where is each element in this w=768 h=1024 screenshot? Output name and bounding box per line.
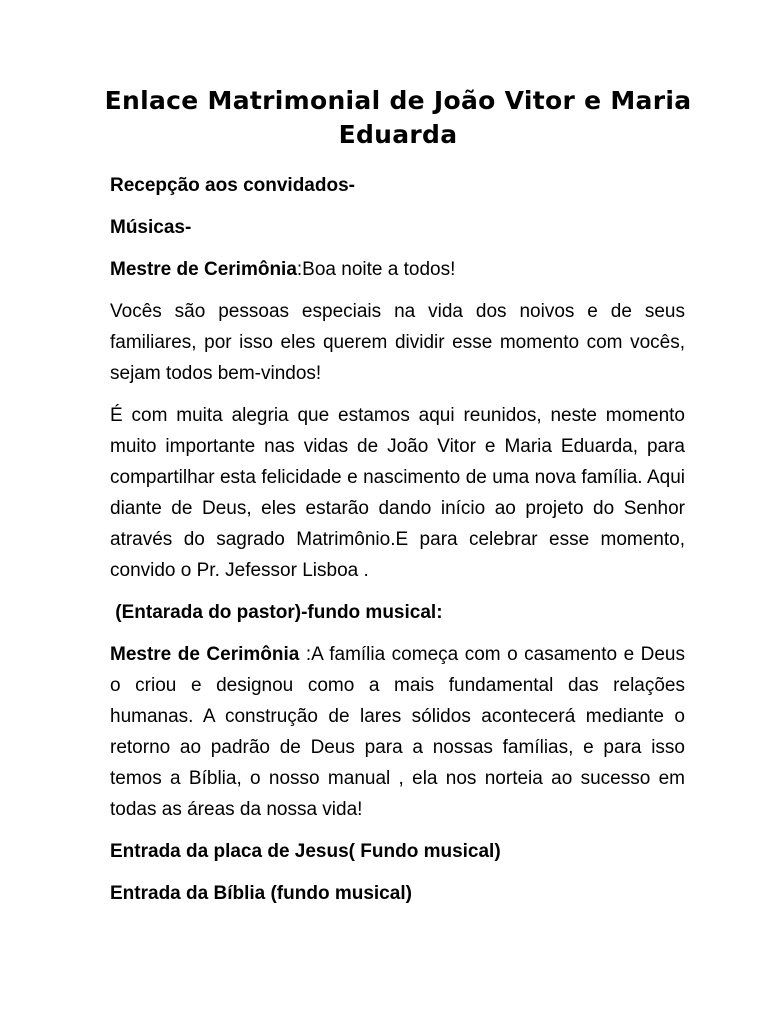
plaque-entrance-heading: Entrada da placa de Jesus( Fundo musical) xyxy=(110,841,501,862)
gathering-paragraph: É com muita alegria que estamos aqui reunidos, neste momento muito importante nas vidas de João Vitor e Maria Eduarda, para compartilhar esta felicidade e nascimento de uma nova família. Aqui diante de Deus, eles estarão dando início ao projeto do Senhor através do sagrado Matrimônio.E para celebrar esse momento, convido o Pr. Jefessor Lisboa . xyxy=(110,405,685,581)
greeting-text: :Boa noite a todos! xyxy=(296,259,456,280)
reception-heading: Recepção aos convidados- xyxy=(110,175,355,196)
family-paragraph xyxy=(110,639,685,825)
pastor-entrance-heading: (Entarada do pastor)-fundo musical: xyxy=(110,602,443,623)
music-heading: Músicas- xyxy=(110,217,192,238)
bible-entrance-heading: Entrada da Bíblia (fundo musical) xyxy=(110,883,412,904)
speaker-label: Mestre de Cerimônia xyxy=(110,644,300,665)
welcome-paragraph: Vocês são pessoas especiais na vida dos noivos e de seus familiares, por isso eles querem dividir esse momento com vocês, sejam todos bem-vindos! xyxy=(110,301,685,384)
document-title: Enlace Matrimonial de João Vitor e Maria Eduarda xyxy=(104,86,692,149)
speaker-label: Mestre de Cerimônia xyxy=(110,259,297,280)
family-text: :A família começa com o casamento e Deus o criou e designou como a mais fundamental das relações humanas. A construção de lares sólidos acontecerá mediante o retorno ao padrão de Deus para a nossas famílias, e para isso temos a Bíblia, o nosso manual , ela nos norteia ao sucesso em todas as áreas da nossa vida! xyxy=(110,644,685,820)
document-body xyxy=(110,170,685,920)
greeting-paragraph xyxy=(110,254,685,285)
